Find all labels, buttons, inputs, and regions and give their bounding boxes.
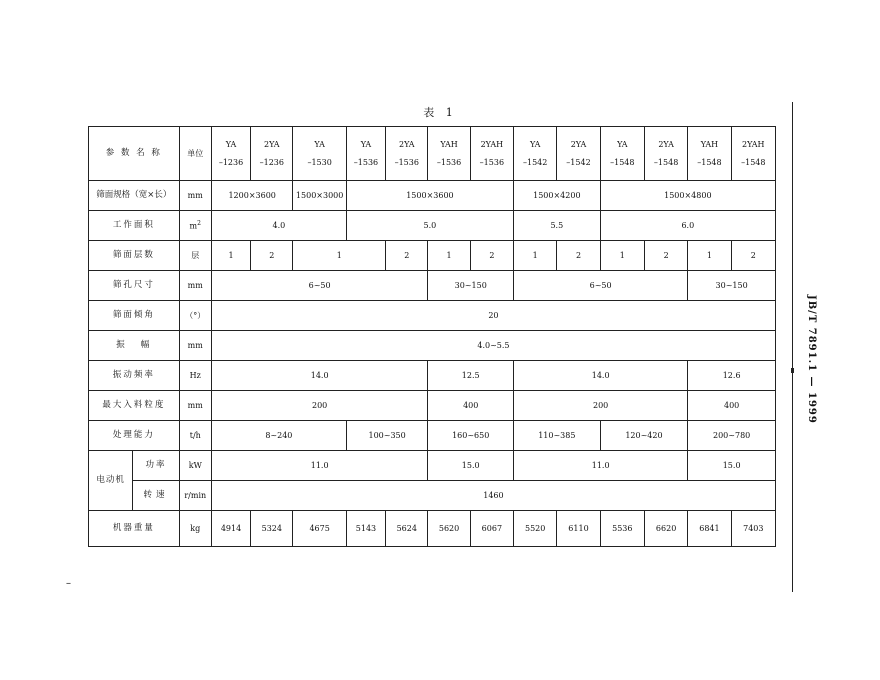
model-header: 2YA –1542 (557, 127, 600, 181)
table-row (89, 511, 776, 547)
model-header: 2YAH –1536 (470, 127, 513, 181)
value-cell: 1 (211, 241, 250, 271)
row-label: 机器重量 (89, 511, 180, 547)
table-row (89, 451, 776, 481)
unit-cell: mm (179, 181, 211, 211)
value-cell: 5520 (514, 511, 557, 547)
value-cell: 12.6 (688, 361, 776, 391)
value-cell: 15.0 (428, 451, 514, 481)
value-cell: 30~150 (428, 271, 514, 301)
value-cell: 1 (688, 241, 731, 271)
value-cell: 20 (211, 301, 775, 331)
unit-cell: mm (179, 391, 211, 421)
row-label: 筛面规格（宽×长） (89, 181, 180, 211)
value-cell: 6841 (688, 511, 731, 547)
unit-cell: Hz (179, 361, 211, 391)
value-cell: 1500×4800 (600, 181, 775, 211)
table-row (89, 331, 776, 361)
value-cell: 1 (428, 241, 470, 271)
unit-cell: kW (179, 451, 211, 481)
model-header: YA –1548 (600, 127, 644, 181)
unit-cell: （°） (179, 301, 211, 331)
value-cell: 5624 (386, 511, 428, 547)
table-row (89, 301, 776, 331)
value-cell: 120~420 (600, 421, 688, 451)
standard-code: JB/T 7891.1 — 1999 (806, 295, 817, 424)
model-header: YAH –1536 (428, 127, 470, 181)
model-header: YA –1536 (346, 127, 385, 181)
value-cell: 5536 (600, 511, 644, 547)
row-label: 最大入料粒度 (89, 391, 180, 421)
model-header: YAH –1548 (688, 127, 731, 181)
value-cell: 2 (644, 241, 687, 271)
margin-rule-tick (791, 368, 794, 373)
unit-cell: r/min (179, 481, 211, 511)
value-cell: 30~150 (688, 271, 776, 301)
value-cell: 2 (386, 241, 428, 271)
table-row (89, 271, 776, 301)
value-cell: 100~350 (346, 421, 428, 451)
row-label: 转速 (133, 481, 179, 511)
table-row (89, 181, 776, 211)
model-header: 2YA –1536 (386, 127, 428, 181)
model-header: YA –1236 (211, 127, 250, 181)
value-cell: 200 (514, 391, 688, 421)
value-cell: 1200×3600 (211, 181, 293, 211)
unit-cell: kg (179, 511, 211, 547)
value-cell: 2 (731, 241, 775, 271)
row-label: 工作面积 (89, 211, 180, 241)
model-header: 2YAH –1548 (731, 127, 775, 181)
value-cell: 7403 (731, 511, 775, 547)
value-cell: 110~385 (514, 421, 601, 451)
model-header: YA –1542 (514, 127, 557, 181)
value-cell: 6110 (557, 511, 600, 547)
unit-cell: 层 (179, 241, 211, 271)
row-label: 振 幅 (89, 331, 180, 361)
value-cell: 8~240 (211, 421, 346, 451)
value-cell: 1500×4200 (514, 181, 601, 211)
row-label: 功率 (133, 451, 179, 481)
unit-header: 单位 (179, 127, 211, 181)
value-cell: 2 (557, 241, 600, 271)
unit-cell: $m^2$ (179, 211, 211, 241)
value-cell: 4675 (293, 511, 346, 547)
value-cell: 4.0 (211, 211, 346, 241)
value-cell: 2 (470, 241, 513, 271)
value-cell: 5143 (346, 511, 385, 547)
value-cell: 6067 (470, 511, 513, 547)
value-cell: 5620 (428, 511, 470, 547)
value-cell: 2 (251, 241, 293, 271)
page-margin-rule (792, 102, 793, 592)
header-row (89, 127, 776, 181)
value-cell: 4.0~5.5 (211, 331, 775, 361)
value-cell: 1 (293, 241, 386, 271)
value-cell: 6.0 (600, 211, 775, 241)
model-header: YA –1530 (293, 127, 346, 181)
table-row (89, 361, 776, 391)
value-cell: 1460 (211, 481, 775, 511)
footnote-mark: – (66, 578, 71, 589)
row-label: 处理能力 (89, 421, 180, 451)
unit-cell: t/h (179, 421, 211, 451)
table-row (89, 391, 776, 421)
value-cell: 15.0 (688, 451, 776, 481)
param-header: 参 数 名 称 (89, 127, 180, 181)
value-cell: 200 (211, 391, 428, 421)
value-cell: 6~50 (514, 271, 688, 301)
value-cell: 5.5 (514, 211, 601, 241)
row-label: 筛面层数 (89, 241, 180, 271)
spec-table (88, 126, 776, 547)
value-cell: 6620 (644, 511, 687, 547)
table-row (89, 241, 776, 271)
value-cell: 5.0 (346, 211, 513, 241)
value-cell: 160~650 (428, 421, 514, 451)
value-cell: 12.5 (428, 361, 514, 391)
value-cell: 14.0 (514, 361, 688, 391)
value-cell: 11.0 (211, 451, 428, 481)
unit-cell: mm (179, 271, 211, 301)
value-cell: 400 (428, 391, 514, 421)
row-label: 筛孔尺寸 (89, 271, 180, 301)
value-cell: 4914 (211, 511, 250, 547)
row-label-group: 电动机 (89, 451, 133, 511)
table-row (89, 481, 776, 511)
value-cell: 5324 (251, 511, 293, 547)
table-caption: 表 1 (423, 106, 457, 119)
value-cell: 6~50 (211, 271, 428, 301)
row-label: 筛面倾角 (89, 301, 180, 331)
value-cell: 14.0 (211, 361, 428, 391)
table-row (89, 421, 776, 451)
table-row (89, 211, 776, 241)
row-label: 振动频率 (89, 361, 180, 391)
model-header: 2YA –1236 (251, 127, 293, 181)
value-cell: 1500×3600 (346, 181, 513, 211)
value-cell: 400 (688, 391, 776, 421)
model-header: 2YA –1548 (644, 127, 687, 181)
value-cell: 11.0 (514, 451, 688, 481)
unit-cell: mm (179, 331, 211, 361)
value-cell: 1500×3000 (293, 181, 346, 211)
value-cell: 1 (600, 241, 644, 271)
value-cell: 200~780 (688, 421, 776, 451)
value-cell: 1 (514, 241, 557, 271)
